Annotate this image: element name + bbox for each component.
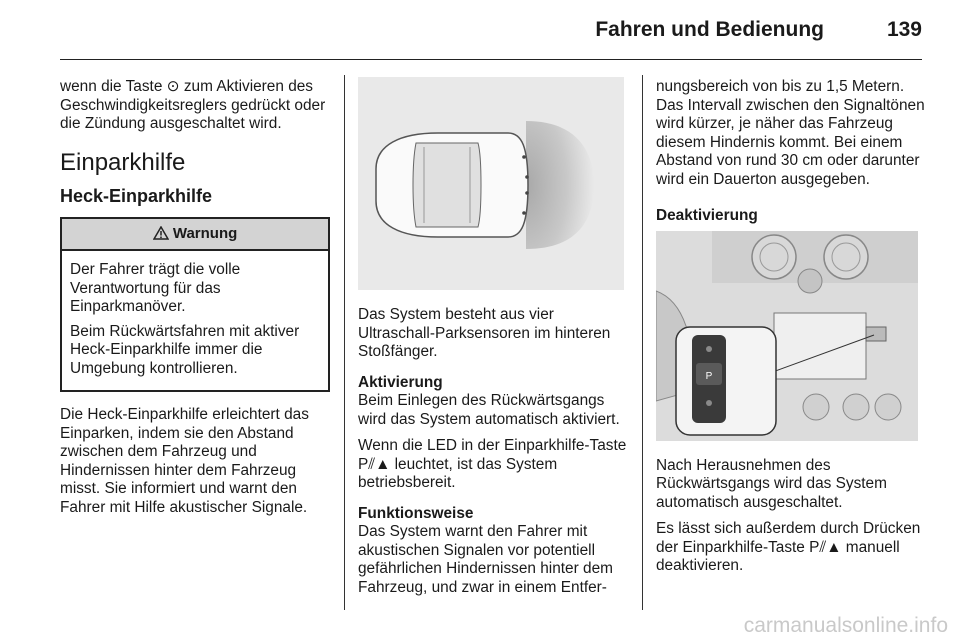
warning-title: Warnung bbox=[172, 224, 238, 242]
function-paragraph: Das System warnt den Fahrer mit akustischen Signalen vor potentiell gefährlichen Hindernissen hinter dem Fahrzeug, und zwar in einem Entfer- bbox=[358, 523, 613, 596]
warning-header bbox=[62, 219, 328, 252]
warning-body bbox=[62, 251, 328, 390]
sensors-paragraph: Das System besteht aus vier Ultraschall-Parksensoren im hinteren Stoßfänger. bbox=[358, 306, 611, 360]
column-divider-2 bbox=[642, 75, 643, 610]
led-paragraph: Wenn die LED in der Einparkhilfe-Taste P⫽▲ leuchtet, ist das System betriebsbereit. bbox=[358, 437, 627, 491]
column-2 bbox=[358, 78, 628, 605]
warning-triangle-icon bbox=[153, 226, 169, 240]
dashboard-button-illustration bbox=[656, 231, 918, 441]
subsection-title: Heck-Einparkhilfe bbox=[60, 185, 213, 206]
warning-paragraph-2: Beim Rückwärtsfahren mit aktiver Heck-Einparkhilfe immer die Umgebung kontrollieren. bbox=[70, 322, 300, 377]
deactivation-paragraph-1: Nach Herausnehmen des Rückwärtsgangs wird das System automatisch ausgeschaltet. bbox=[656, 456, 887, 511]
column-divider-1 bbox=[344, 75, 345, 610]
column-3 bbox=[656, 78, 926, 584]
intro-paragraph: wenn die Taste ⊙ zum Aktivieren des Geschwindigkeitsreglers gedrückt oder die Zündung ausgeschaltet wird. bbox=[60, 78, 326, 132]
warning-paragraph-1: Der Fahrer trägt die volle Verantwortung für das Einparkmanöver. bbox=[70, 261, 241, 315]
page-header-title: Fahren und Bedienung bbox=[595, 18, 824, 41]
activation-paragraph: Beim Einlegen des Rückwärtsgangs wird das System automatisch aktiviert. bbox=[358, 392, 620, 428]
header-rule bbox=[60, 59, 922, 60]
svg-text:P: P bbox=[705, 370, 713, 382]
deactivation-heading: Deaktivierung bbox=[656, 207, 758, 224]
body-paragraph: Die Heck-Einparkhilfe erleichtert das Einparken, indem sie den Abstand zwischen dem Fahrzeug und Hindernissen hinter dem Fahrzeug misst. Sie informiert und warnt den Fahrer mit Hilfe akustischer Signale. bbox=[60, 406, 309, 516]
warning-box bbox=[60, 217, 330, 393]
page-number: 139 bbox=[886, 18, 922, 41]
section-title: Einparkhilfe bbox=[60, 148, 186, 176]
deactivation-paragraph-2: Es lässt sich außerdem durch Drücken der Einparkhilfe-Taste P⫽▲ manuell deaktivieren. bbox=[656, 520, 921, 574]
activation-heading: Aktivierung bbox=[358, 373, 443, 391]
watermark: carmanualsonline.info bbox=[743, 614, 948, 637]
function-heading: Funktionsweise bbox=[358, 504, 474, 522]
continuation-paragraph: nungsbereich von bis zu 1,5 Metern. Das Intervall zwischen den Signaltönen wird kürzer, je näher das Fahrzeug diesem Hindernis kommt. Bei einem Abstand von rund 30 cm oder darunter wird ein Dauerton ausgegeben. bbox=[656, 78, 925, 188]
car-sensor-diagram bbox=[358, 77, 624, 290]
column-1 bbox=[60, 78, 330, 525]
